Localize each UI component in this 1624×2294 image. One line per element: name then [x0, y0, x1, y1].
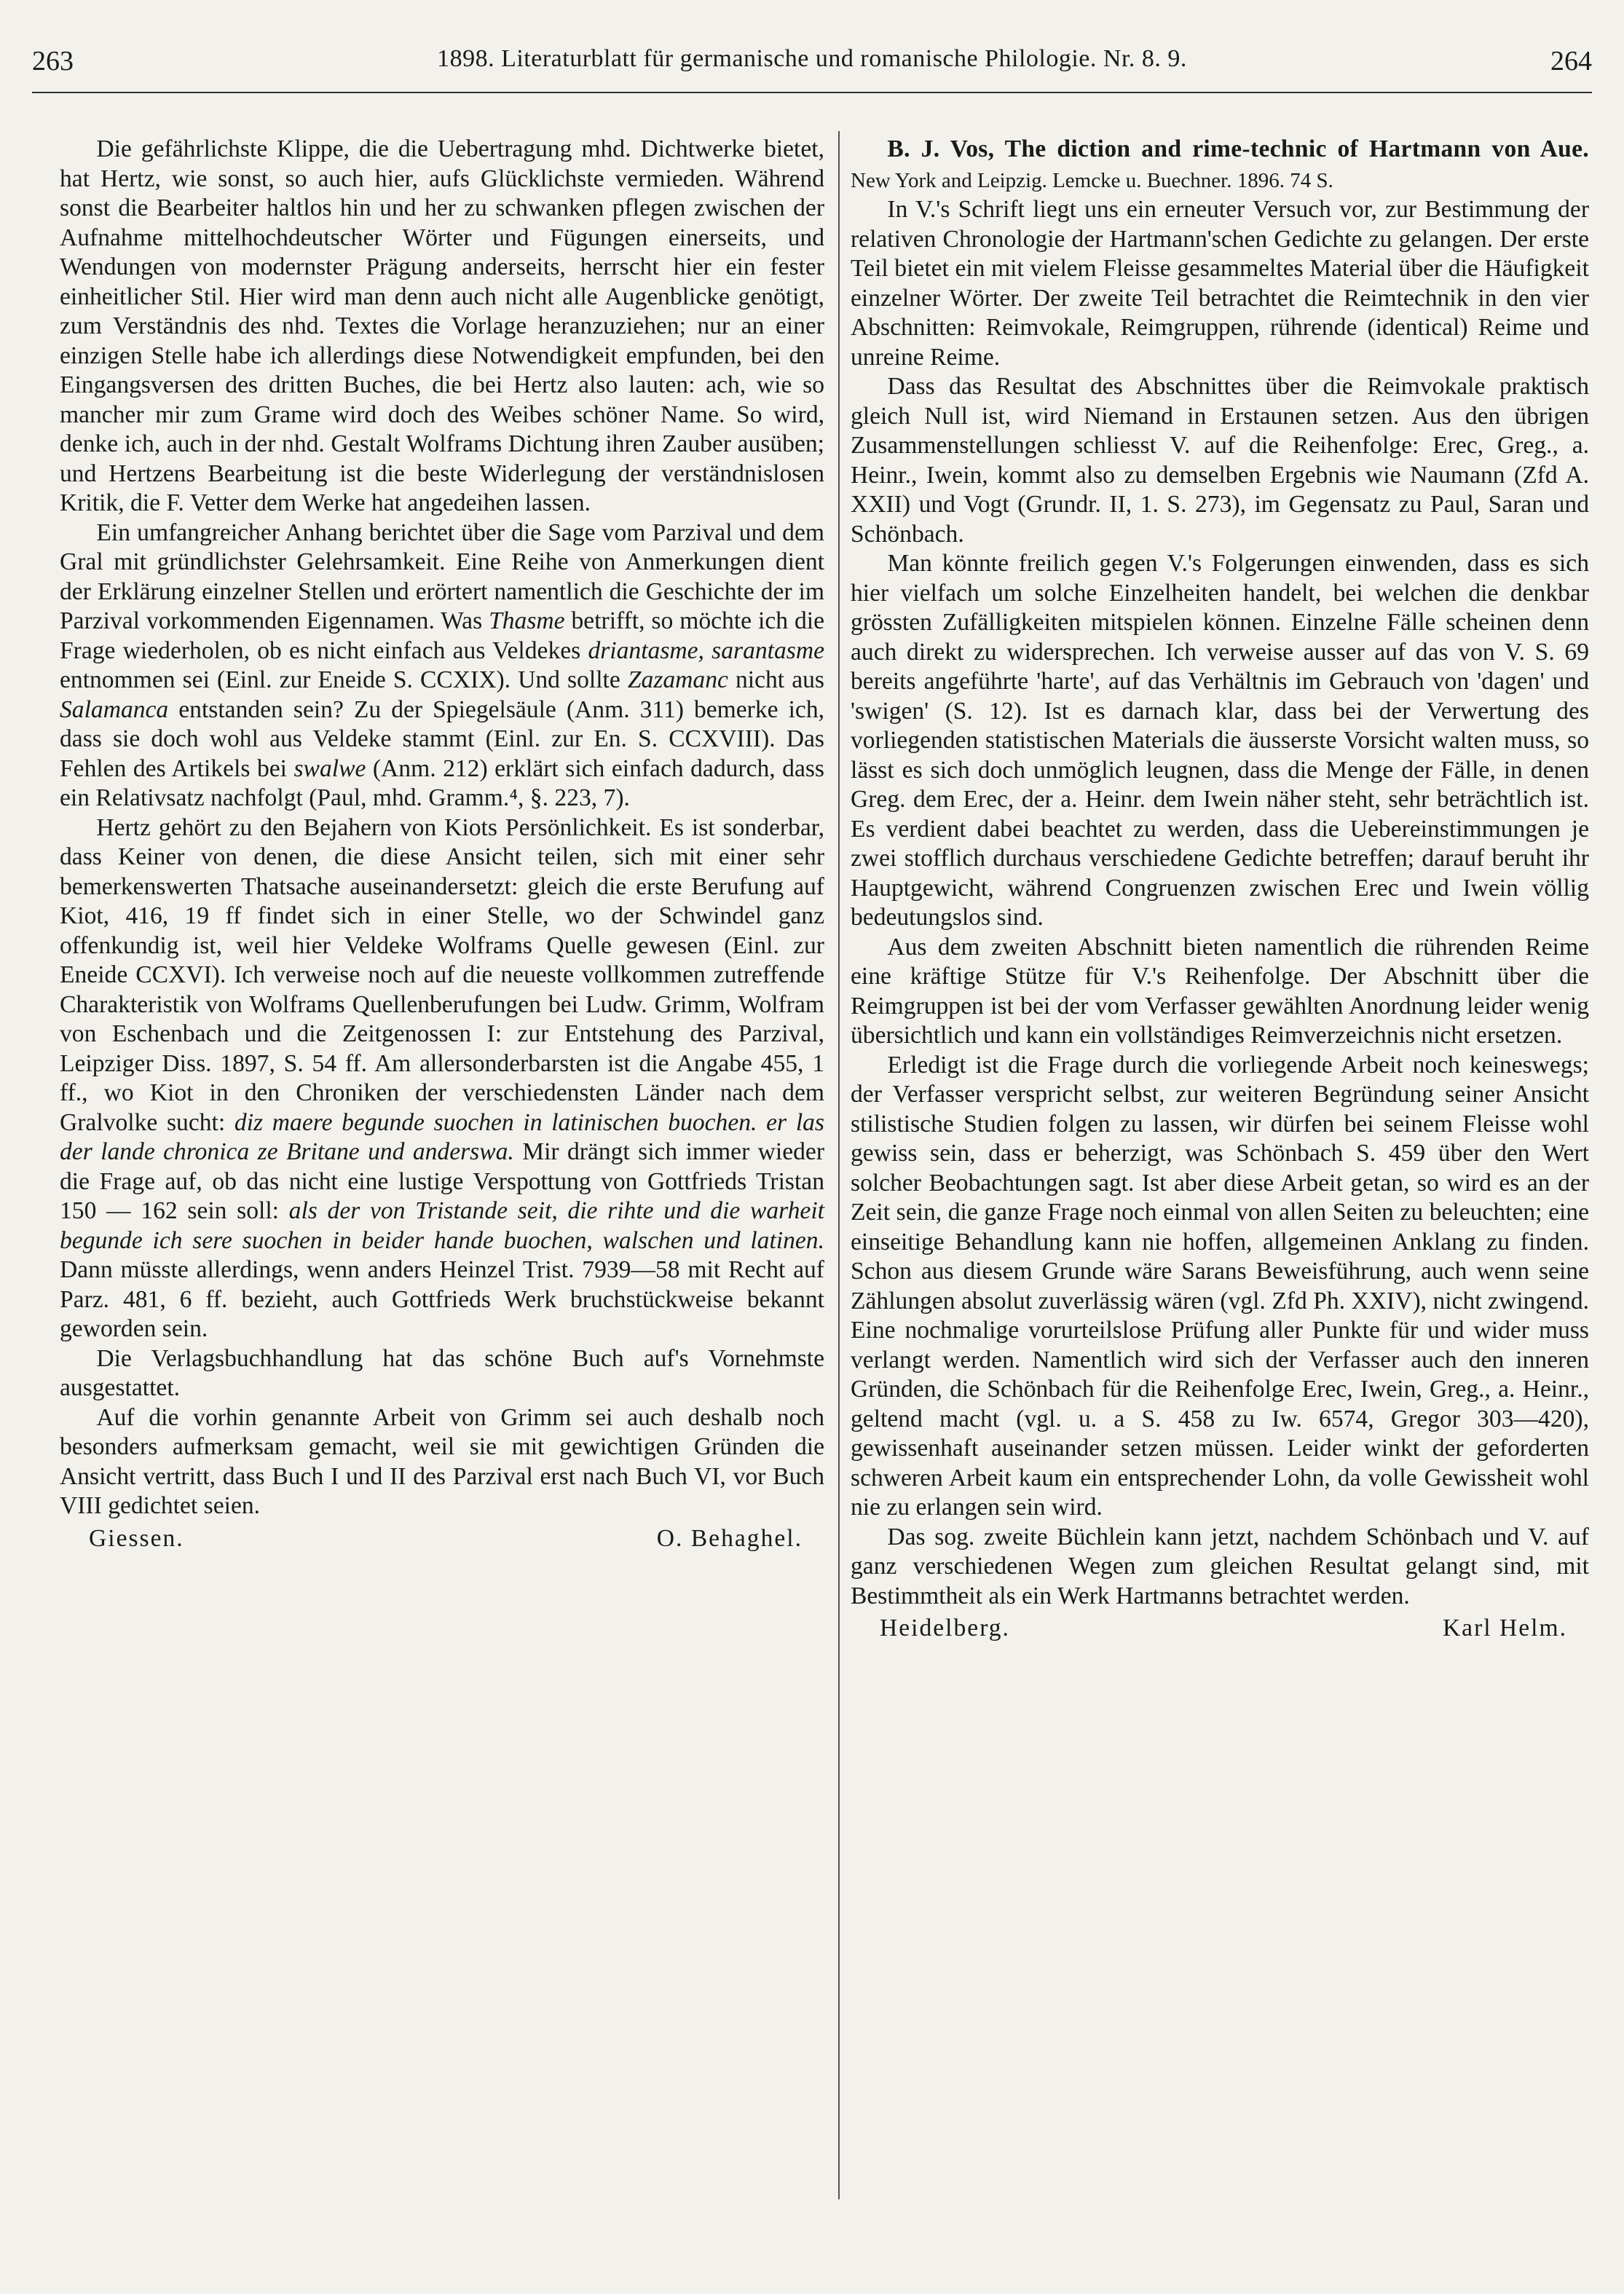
left-paragraph-4: Die Verlagsbuchhandlung hat das schöne Buch auf's Vornehmste ausgestattet.: [60, 1344, 824, 1401]
right-column: [851, 135, 1589, 1644]
column-divider: [838, 131, 840, 2199]
header-rule: [32, 92, 1592, 93]
left-paragraph-3: Hertz gehört zu den Bejahern von Kiots Persönlichkeit. Es ist sonderbar, dass Keiner von denen, die diese Ansicht teilen, sich mit einer sehr bemerkenswerten Thatsache auseinandersetzt: gleich die erste Berufung auf Kiot, 416, 19 ff findet sich in einer Stelle, wo der Schwindel ganz offenkundig ist, weil hier Veldeke Wolframs Quelle gewesen (Einl. zur Eneide CCXVI). Ich verweise noch auf die neueste vollkommen zutreffende Charakteristik von Wolframs Quellenberufungen bei Ludw. Grimm, Wolfram von Eschenbach und die Zeitgenossen I: zur Entstehung des Parzival, Leipziger Diss. 1897, S. 54 ff. Am allersonderbarsten ist die Angabe 455, 1 ff., wo Kiot in den Chroniken der verschiedensten Länder nach dem Gralvolke sucht: diz maere begunde suochen in latinischen buochen. er las der lande chronica ze Britane und anderswa. Mir drängt sich immer wieder die Frage auf, ob das nicht eine lustige Verspottung von Gottfrieds Tristan 150 — 162 sein soll: als der von Tristande seit, die rihte und die warheit begunde ich sere suochen in beider hande buochen, walschen und latinen. Dann müsste allerdings, wenn anders Heinzel Trist. 7939—58 mit Recht auf Parz. 481, 6 ff. bezieht, auch Gottfrieds Werk bruchstückweise bekannt geworden sein.: [60, 813, 825, 1342]
journal-title: 1898. Literaturblatt für germanische und romanische Philologie. Nr. 8. 9.: [437, 45, 1187, 72]
left-signature: [60, 1524, 824, 1554]
review-title: B. J. Vos, The diction and rime-technic of Hartmann von Aue. New York and Leipzig. Lemcke u. Buechner. 1896. 74 S.: [851, 135, 1589, 192]
right-paragraph-4: Aus dem zweiten Abschnitt bieten namentlich die rührenden Reime eine kräftige Stütze für V.'s Reihenfolge. Der Abschnitt über die Reimgruppen ist bei der vom Verfasser gewählten Anordnung leider wenig übersichtlich und kann ein vollständiges Reimverzeichnis nicht ersetzen.: [851, 933, 1589, 1049]
right-paragraph-1: In V.'s Schrift liegt uns ein erneuter Versuch vor, zur Bestimmung der relativen Chronologie der Hartmann'schen Gedichte zu gelangen. Der erste Teil bietet ein mit vielem Fleisse gesammeltes Material über die Häufigkeit einzelner Wörter. Der zweite Teil betrachtet die Reimtechnik in den vier Abschnitten: Reimvokale, Reimgruppen, rührende (identical) Reime und unreine Reime.: [851, 196, 1589, 371]
left-paragraph-5: Auf die vorhin genannte Arbeit von Grimm sei auch deshalb noch besonders aufmerksam gemacht, weil sie mit gewichtigen Gründen die Ansicht vertritt, dass Buch I und II des Parzival erst nach Buch VI, vor Buch VIII gedichtet seien.: [60, 1403, 824, 1519]
right-paragraph-3: Man könnte freilich gegen V.'s Folgerungen einwenden, dass es sich hier vielfach um solche Einzelheiten handelt, bei welchen die denkbar grössten Zufälligkeiten mitspielen können. Einzelne Fälle scheinen denn auch direkt zu widersprechen. Ich verweise ausser auf das von V. S. 69 bereits angeführte 'harte', auf das Verhältnis im Gebrauch von 'dagen' und 'swigen' (S. 12). Ist es darnach klar, dass bei der Verwertung des vorliegenden statistischen Materials die äusserste Vorsicht walten muss, so lässt es sich doch unmöglich leugnen, dass die Menge der Fälle, in denen Greg. dem Erec, der a. Heinr. dem Iwein näher steht, sehr beträchtlich ist. Es verdient dabei beachtet zu werden, dass die Uebereinstimmungen je zwei stofflich durchaus verschiedene Gedichte betreffen; darauf beruht ihr Hauptgewicht, während Congruenzen zwischen Erec und Iwein völlig bedeutungslos sind.: [851, 550, 1589, 931]
signature-name: Karl Helm.: [1442, 1615, 1567, 1641]
signature-place: Heidelberg.: [880, 1615, 1010, 1641]
left-column: [60, 135, 824, 1553]
left-paragraph-2: Ein umfangreicher Anhang berichtet über die Sage vom Parzival und dem Gral mit gründlichster Gelehrsamkeit. Eine Reihe von Anmerkungen dient der Erklärung einzelner Stellen und erörtert namentlich die Geschichte der im Parzival vorkommenden Eigennamen. Was Thasme betrifft, so möchte ich die Frage wiederholen, ob es nicht einfach aus Veldekes driantasme, sarantasme entnommen sei (Einl. zur Eneide S. CCXIX). Und sollte Zazamanc nicht aus Salamanca entstanden sein? Zu der Spiegelsäule (Anm. 311) bemerke ich, dass sie doch wohl aus Veldeke stammt (Einl. zur En. S. CCXVIII). Das Fehlen des Artikels bei swalwe (Anm. 212) erklärt sich einfach dadurch, dass ein Relativsatz nachfolgt (Paul, mhd. Gramm.⁴, §. 223, 7).: [60, 519, 824, 811]
page-header: [32, 45, 1592, 89]
left-paragraph-1: Die gefährlichste Klippe, die die Uebertragung mhd. Dichtwerke bietet, hat Hertz, wie sonst, so auch hier, aufs Glücklichste vermieden. Während sonst die Bearbeiter haltlos hin und her zu schwanken pflegen zwischen der Aufnahme mittelhochdeutscher Wörter und Fügungen einerseits, und Wendungen von modernster Prägung anderseits, herrscht hier ein fester einheitlicher Stil. Hier wird man denn auch nicht alle Augenblicke genötigt, zum Verständnis des nhd. Textes die Vorlage heranzuziehen; nur an einer einzigen Stelle habe ich allerdings diese Notwendigkeit empfunden, bei den Eingangsversen des dritten Buches, die bei Hertz also lauten: ach, wie so mancher mir zum Grame wird doch des Weibes schöner Name. So wird, denke ich, auch in der nhd. Gestalt Wolframs Dichtung ihren Zauber ausüben; und Hertzens Bearbeitung ist die beste Widerlegung der verständnislosen Kritik, die F. Vetter dem Werke hat angedeihen lassen.: [60, 135, 824, 516]
right-paragraph-2: Dass das Resultat des Abschnittes über die Reimvokale praktisch gleich Null ist, wird Niemand in Erstaunen setzen. Aus den übrigen Zusammenstellungen schliesst V. auf die Reihenfolge: Erec, Greg., a. Heinr., Iwein, kommt also zu demselben Ergebnis wie Naumann (Zfd A. XXII) und Vogt (Grundr. II, 1. S. 273), im Gegensatz zu Paul, Saran und Schönbach.: [851, 373, 1589, 548]
signature-name: O. Behaghel.: [656, 1524, 803, 1552]
right-paragraph-5: Erledigt ist die Frage durch die vorliegende Arbeit noch keineswegs; der Verfasser verspricht selbst, zur weiteren Begründung seiner Ansicht stilistische Studien folgen zu lassen, wir dürfen bei seinem Fleisse wohl gewiss sein, dass er beherzigt, was Schönbach S. 459 über den Wert solcher Beobachtungen sagt. Ist aber diese Arbeit getan, so wird es an der Zeit sein, die ganze Frage noch einmal von allen Seiten zu beleuchten; eine einseitige Behandlung kann nie hoffen, allgemeinen Anklang zu finden. Schon aus diesem Grunde wäre Sarans Beweisführung, auch wenn seine Zählungen absolut zuverlässig wären (vgl. Zfd Ph. XXIV), nicht zwingend. Eine nochmalige vorurteilslose Prüfung aller Punkte für und wider muss verlangt werden. Namentlich wird sich der Verfasser auch den inneren Gründen, die Schönbach für die Reihenfolge Erec, Iwein, Greg., a. Heinr., geltend macht (vgl. u. a S. 458 zu Iw. 6574, Gregor 303—420), gewissenhaft auseinander setzen müssen. Leider winkt der geforderten schweren Arbeit kaum ein entsprechender Lohn, da volle Gewissheit wohl nie zu erlangen sein wird.: [851, 1051, 1589, 1521]
signature-place: Giessen.: [89, 1524, 184, 1552]
right-signature: [851, 1614, 1589, 1644]
right-paragraph-6: Das sog. zweite Büchlein kann jetzt, nachdem Schönbach und V. auf ganz verschiedenen Wegen zum gleichen Resultat gelangt sind, mit Bestimmtheit als ein Werk Hartmanns betrachtet werden.: [851, 1523, 1589, 1609]
page-number-left: 263: [32, 46, 74, 76]
page-number-right: 264: [1550, 46, 1592, 76]
